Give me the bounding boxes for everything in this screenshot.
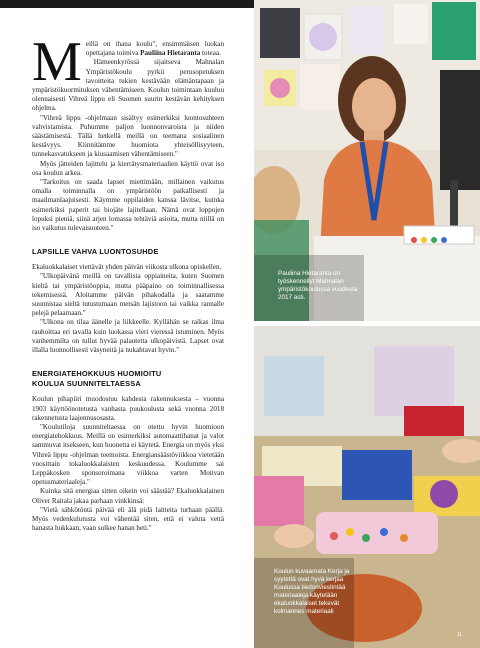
intro-text: eillä on ihana koulu", ensimmäisen luokan opettajana toimiva (85, 40, 224, 58)
drop-cap: M (32, 31, 82, 93)
body-paragraph: Myös jätteiden lajittelu ja kierrätysmateriaalien käyttö ovat iso osa koulun arkea. (32, 159, 224, 177)
heading-line-1: ENERGIATEHOKKUUS HUOMIOITU (32, 369, 162, 379)
page-number: 11 (456, 632, 462, 638)
body-paragraph: "Koulutiloja suunniteltaessa on otettu hyvin huomioon energiatehokkuus. Meillä on esimerkiksi automaattihanat ja valot sammuvat itsekseen, kun huonetta ei käytetä. Energia on myös yksi Vihreä lippu -ohjelman teemoista. Energiansäästöviikkoa vietetään vuosittain tokaluokkalaisten keskuudessa. Koulumme sai Leppäkosken sponsoroimana viikkoa varten Motivan opetusmateriaaleja." (32, 422, 224, 487)
body-paragraph: "Ulkopäivänä meillä on tavallisia oppiaineita, kuten Suomen kieltä tai ympäristöoppia, mutta pääpaino on toiminnallisessa tekemisessä. Aloitamme päivän pihakodalla ja saatamme suunnistaa sieltä tutustumaan metsän lajistoon tai vaikka rannalle pelejä pelaamaan." (32, 272, 224, 318)
body-paragraph: "Tarkoitus on saada lapset miettimään, millainen vaikutus omalla toiminnalla on ympäristöön paikallisesti ja maailmanlaajuisesti. Käymme oppilaiden kanssa lävitse, kuinka esimerkiksi paperit tai biojäte lajitellaan. Nämä ovat loppujen lopuksi pieniä, siinä arjen lomassa tehtäviä asioita, mutta niillä on iso vaikutus tulevaisuuteen." (32, 178, 224, 233)
body-paragraph: "Ulkona on tilaa äänelle ja liikkeelle. Kyllähän se raikas ilma rauhoittaa eri tavalla kuin luokassa vieri vieressä istuminen. Myös vanhemmilta on tullut hyvää palautetta ulkopäivistä. Lapset ovat illalla luonnollisesti väsyneitä ja nukahtavat hyvin." (32, 318, 224, 355)
section-heading-nature: LAPSILLE VAHVA LUONTOSUHDE (32, 247, 159, 257)
body-paragraph: Kuinka sitä energiaa sitten oikein voi säästää? Ekaluokkalainen Oliver Raitala jakaa parhaan vinkkinsä: (32, 487, 224, 505)
article-body (32, 31, 224, 533)
teacher-name: Pauliina Hietaranta (140, 49, 201, 58)
heading-line-2: KOULUA SUUNNITELTAESSA (32, 379, 141, 389)
body-paragraph: Ekaluokkalaiset viettävät yhden päivän viikosta ulkona opiskellen. (32, 263, 222, 272)
body-paragraph: Koulun pihapiiri muodostuu kahdesta rakennuksesta – vuonna 1903 käyttöönotetusta vanhasta puukoulusta sekä vuonna 2018 rakennetusta laajennusosasta. (32, 395, 224, 422)
body-paragraph: "Vihreä lippu -ohjelmaan sisältyy esimerkiksi luontosuhteen vahvistamista. Puhumme paljon luonnonvaroista ja niiden säästämisestä. Tällä hetkellä meillä on teemana sosiaalinen kestävyys. Kiinnitämme huomiota yhteisöllisyyteen, tunnekasvatukseen ja kiusaamisen vähentämiseen." (32, 113, 224, 159)
body-paragraph: "Vietä sähkötöntä päivää eli älä pidä laitteita turhaan päällä. Myös vedenkulutusta voi vähentää siten, että ei valuta vettä hanasta hukkaan, vaan sulkee hanan heti." (32, 505, 224, 533)
section-heading-energy (32, 369, 224, 389)
photo-caption-teacher: Pauliina Hietaranta on työskennellyt Mahnalan ympäristökoulussa vuodesta 2017 asti. (278, 270, 358, 301)
body-paragraph: Hämeenkyrössä sijaitseva Mahnalan Ympäristökoulu pyrkii perusopetuksen tavoitteita tukien kestävään elämäntapaan ja ympäristökuormituksen vähentämiseen. Koulun toimintaan kuuluu olennaisesti Vihreä lippu eli Suomen suurin kestävän kehityksen ohjelma. (32, 58, 224, 113)
photo-caption-craft: Koulun kuvaamata Kerja ja syytettä ovat hyvä kerjaa Koulussa tiedonviestintää materiaaleja käytetään ekaluokkalaiset tekevät kolmannes materiaali (274, 568, 350, 615)
intro-text-end: toteaa. (200, 49, 221, 58)
